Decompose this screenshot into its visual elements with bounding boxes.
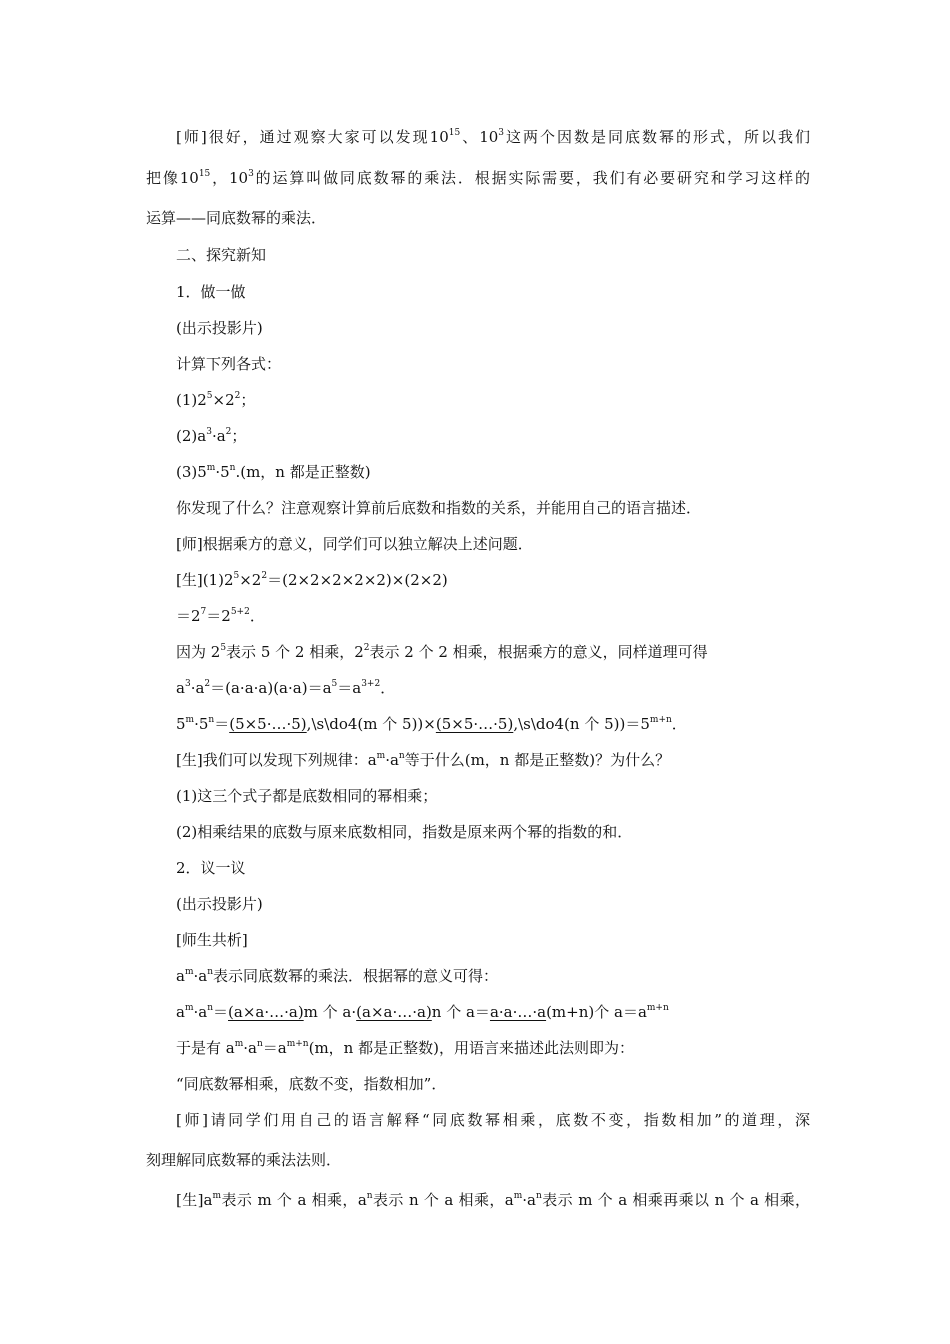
- reasoning-line: [176, 642, 708, 662]
- student-explain-line: [176, 1190, 810, 1210]
- superscript: 2: [363, 643, 370, 653]
- projector-note: (出示投影片): [176, 895, 263, 913]
- superscript: 15: [198, 169, 211, 179]
- text: ·a: [193, 967, 208, 985]
- text: a: [176, 967, 185, 985]
- superscript: 2: [225, 427, 232, 437]
- text: 因为 2: [176, 643, 221, 661]
- text: (m+n)个 a＝a: [546, 1003, 647, 1021]
- superscript: m: [184, 1003, 194, 1013]
- text: (m，n 都是正整数)，用语言来描述此法则即为：: [308, 1039, 634, 1057]
- text: ·a: [522, 1191, 536, 1209]
- text: 10: [179, 169, 199, 187]
- text: 的运算叫做同底数幂的乘法．根据实际需要，我们有必要研究和学习这样的: [253, 169, 810, 187]
- text: m 个 a·: [303, 1003, 357, 1021]
- student-rule: [176, 750, 670, 770]
- conclusion-line: [176, 1038, 634, 1058]
- text: 把像: [146, 169, 180, 187]
- text: a: [176, 1003, 185, 1021]
- text: 5: [176, 715, 186, 733]
- underlined-expression: (5×5·…·5): [435, 715, 514, 733]
- superscript: n: [208, 715, 215, 725]
- superscript: 5: [331, 679, 338, 689]
- formula-five: [176, 714, 687, 734]
- superscript: 2: [234, 391, 241, 401]
- law-statement: “同底数幂相乘，底数不变，指数相加”．: [176, 1075, 447, 1093]
- intro-line-3: 运算——同底数幂的乘法．: [146, 209, 327, 227]
- text: 10: [479, 128, 499, 146]
- text: ＝(2×2×2×2×2)×(2×2): [267, 571, 448, 589]
- superscript: m: [185, 715, 195, 725]
- text: ＝(a·a·a)(a·a)＝a: [210, 679, 332, 697]
- text: [生]a: [176, 1191, 213, 1209]
- underlined-expression: (a×a·…·a): [228, 1003, 304, 1021]
- superscript: 3: [206, 427, 212, 437]
- observation-2: (2)相乘结果的底数与原来底数相同，指数是原来两个幂的指数的和．: [176, 823, 633, 841]
- text: 于是有 a: [176, 1039, 235, 1057]
- text: ×2: [212, 391, 235, 409]
- text: ×2: [239, 571, 262, 589]
- text: 10: [228, 169, 249, 187]
- underlined-expression: (a×a·…·a): [356, 1003, 432, 1021]
- text: [生](1)2: [176, 571, 234, 589]
- text: ．: [249, 607, 265, 625]
- superscript: m: [513, 1191, 523, 1201]
- superscript: 7: [200, 607, 207, 617]
- superscript: 3: [498, 128, 505, 138]
- text: ．: [671, 715, 687, 733]
- derivation-line: [176, 1002, 669, 1022]
- superscript: 2: [261, 571, 268, 581]
- text: 表示 2 个 2 相乘，根据乘方的意义，同样道理可得: [369, 643, 708, 661]
- superscript: 5: [220, 643, 227, 653]
- text: ＝a: [262, 1039, 287, 1057]
- superscript: n: [207, 1003, 214, 1013]
- superscript: m: [206, 463, 216, 473]
- text: 10: [429, 128, 449, 146]
- text: (3)5: [176, 463, 207, 481]
- instruction: 计算下列各式：: [176, 355, 282, 373]
- superscript: m: [376, 751, 386, 761]
- superscript: n: [366, 1191, 373, 1201]
- text: .(m，n 都是正整数): [235, 463, 371, 481]
- definition-line: [176, 966, 498, 986]
- text: (1)2: [176, 391, 207, 409]
- text: ·5: [215, 463, 230, 481]
- text: 表示同底数幂的乘法．根据幂的意义可得：: [213, 967, 499, 985]
- exercise-1: [176, 390, 255, 410]
- intro-line-1: [176, 127, 810, 147]
- text: ；: [240, 391, 256, 409]
- text: n 个 a＝: [431, 1003, 490, 1021]
- superscript: m+n: [649, 715, 672, 725]
- subsection-heading: 2．议一议: [176, 859, 246, 877]
- exercise-3: [176, 462, 371, 482]
- text: ·a: [190, 679, 205, 697]
- text: ·5: [194, 715, 209, 733]
- superscript: n: [536, 1191, 542, 1201]
- text: 表示 m 个 a 相乘再乘以 n 个 a 相乘，: [541, 1191, 810, 1209]
- text: 、: [460, 128, 480, 146]
- text: ,\s\do4(n 个 5))＝5: [513, 715, 650, 733]
- superscript: 3+2: [361, 679, 381, 689]
- subsection-heading: 1．做一做: [176, 283, 246, 301]
- superscript: m+n: [286, 1039, 309, 1049]
- discovery-prompt: 你发现了什么？注意观察计算前后底数和指数的关系，并能用自己的语言描述．: [176, 499, 702, 517]
- superscript: n: [398, 751, 405, 761]
- superscript: 15: [448, 128, 461, 138]
- text: ，: [210, 169, 229, 187]
- superscript: 5: [233, 571, 240, 581]
- superscript: n: [229, 463, 236, 473]
- superscript: 3: [248, 169, 254, 179]
- text: ＝2: [176, 607, 201, 625]
- superscript: m: [234, 1039, 244, 1049]
- text: ,\s\do4(m 个 5))×: [306, 715, 436, 733]
- text: ；: [231, 427, 247, 445]
- teacher-explain-line-1: [师]请同学们用自己的语言解释“同底数幂相乘，底数不变，指数相加”的道理，深: [176, 1111, 810, 1129]
- superscript: 5+2: [230, 607, 250, 617]
- text: ·a: [193, 1003, 208, 1021]
- superscript: n: [256, 1039, 263, 1049]
- text: ·a: [243, 1039, 257, 1057]
- text: 等于什么(m，n 都是正整数)？为什么？: [404, 751, 671, 769]
- intro-line-2: [146, 168, 810, 188]
- text: [师]很好，通过观察大家可以发现: [176, 128, 430, 146]
- student-answer-1: [176, 570, 448, 590]
- section-heading: 二、探究新知: [176, 246, 267, 264]
- text: a: [176, 679, 185, 697]
- text: (2)a: [176, 427, 207, 445]
- text: 表示 m 个 a 相乘，a: [221, 1191, 367, 1209]
- superscript: 2: [204, 679, 211, 689]
- superscript: 3: [184, 679, 191, 689]
- underlined-expression: a·a·…·a: [489, 1003, 547, 1021]
- text: ＝: [214, 715, 230, 733]
- student-answer-2: [176, 606, 265, 626]
- text: 这两个因数是同底数幂的形式，所以我们: [504, 128, 810, 146]
- exercise-2: [176, 426, 246, 446]
- underlined-expression: (5×5·…·5): [229, 715, 307, 733]
- superscript: m: [212, 1191, 222, 1201]
- projector-note: (出示投影片): [176, 319, 263, 337]
- superscript: 5: [206, 391, 213, 401]
- text: ＝: [213, 1003, 229, 1021]
- text: 表示 n 个 a 相乘，a: [372, 1191, 514, 1209]
- text: ·a: [211, 427, 226, 445]
- formula-a: [176, 678, 395, 698]
- superscript: m: [184, 967, 194, 977]
- text: ＝2: [206, 607, 231, 625]
- text: ．: [380, 679, 396, 697]
- joint-analysis-label: [师生共析]: [176, 931, 248, 949]
- text: 表示 5 个 2 相乘，2: [226, 643, 364, 661]
- text: ·a: [385, 751, 399, 769]
- superscript: n: [207, 967, 214, 977]
- teacher-explain-line-2: 刻理解同底数幂的乘法法则．: [146, 1151, 342, 1169]
- text: ＝a: [337, 679, 362, 697]
- text: [生]我们可以发现下列规律：a: [176, 751, 377, 769]
- teacher-remark: [师]根据乘方的意义，同学们可以独立解决上述问题．: [176, 535, 533, 553]
- superscript: m+n: [646, 1003, 669, 1013]
- observation-1: (1)这三个式子都是底数相同的幂相乘；: [176, 787, 438, 805]
